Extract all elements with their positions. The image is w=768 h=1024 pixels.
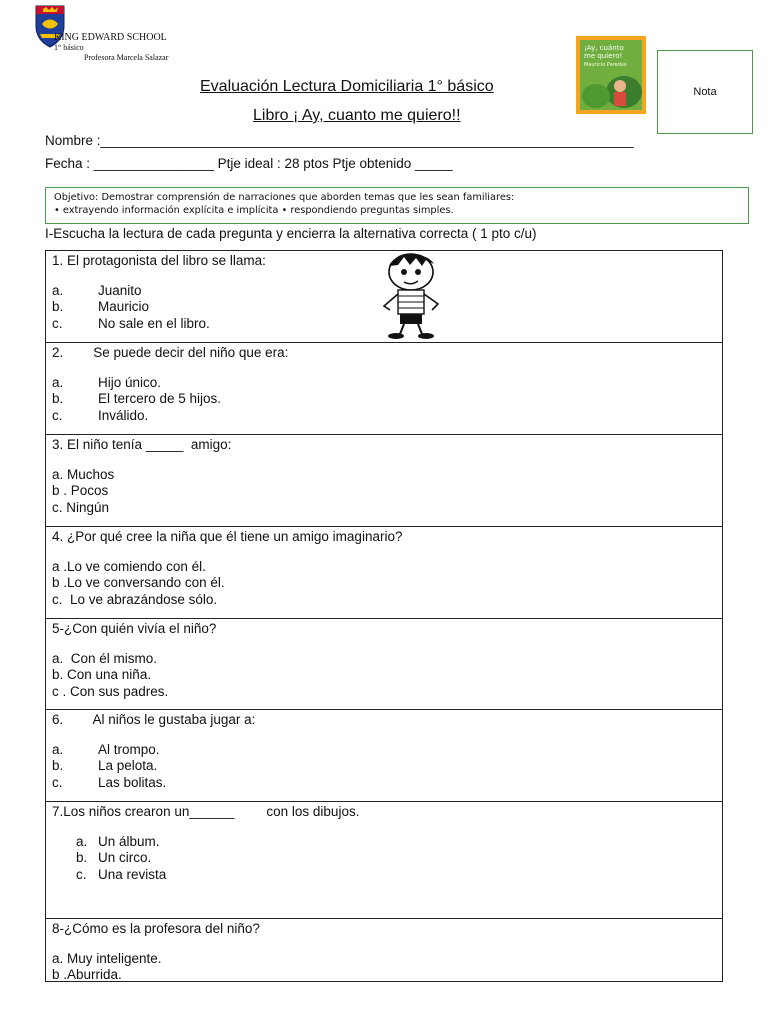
option-a[interactable]: a. Con él mismo. [52, 650, 158, 666]
question-text: 4. ¿Por qué cree la niña que él tiene un amigo imaginario? [52, 529, 403, 544]
option-b[interactable]: b .Lo ve conversando con él. [52, 575, 225, 590]
option-b[interactable]: b. El tercero de 5 hijos. [52, 391, 222, 406]
question-6 [46, 710, 722, 802]
option-c[interactable]: c. Una revista [76, 866, 167, 882]
option-b[interactable]: b. Un circo. [76, 850, 152, 865]
option-b[interactable]: b .Aburrida. [52, 967, 122, 982]
option-a[interactable]: a. Juanito [52, 282, 142, 298]
question-3 [46, 435, 722, 527]
option-b[interactable]: b. Mauricio [52, 299, 150, 314]
page-title: Evaluación Lectura Domiciliaria 1° básico [200, 78, 494, 95]
question-1 [46, 251, 722, 343]
question-8 [46, 919, 722, 982]
book-cover-author: Mauricio Paredes [584, 62, 627, 68]
school-info [54, 33, 168, 63]
option-a[interactable]: a. Muy inteligente. [52, 950, 162, 966]
grade-box[interactable] [657, 50, 753, 134]
option-c[interactable]: c. No sale en el libro. [52, 315, 210, 331]
boy-illustration [356, 250, 471, 340]
option-b[interactable]: b. Con una niña. [52, 667, 152, 682]
objective-box [45, 187, 749, 224]
school-grade: 1° básico [54, 43, 84, 52]
question-text: 7.Los niños crearon un______ con los dibujos. [52, 804, 360, 819]
objective-line-1: Objetivo: Demostrar comprensión de narraciones que aborden temas que les sean familiares: [54, 192, 515, 203]
instruction-text: I-Escucha la lectura de cada pregunta y encierra la alternativa correcta ( 1 pto c/u) [45, 226, 537, 241]
option-a[interactable]: a .Lo ve comiendo con él. [52, 558, 206, 574]
book-cover-image [576, 36, 646, 114]
date-score-field[interactable]: Fecha : ________________ Ptje ideal : 28 ptos Ptje obtenido _____ [45, 156, 453, 171]
school-teacher: Profesora Marcela Salazar [84, 53, 169, 62]
option-c[interactable]: c. Lo ve abrazándose sólo. [52, 591, 218, 607]
questions-table [45, 250, 723, 982]
option-c[interactable]: c. Las bolitas. [52, 774, 167, 790]
name-field[interactable]: Nombre :_______________________________________________________________________ [45, 133, 634, 148]
question-2 [46, 343, 722, 435]
question-text: 2. Se puede decir del niño que era: [52, 345, 289, 360]
question-text: 8-¿Cómo es la profesora del niño? [52, 921, 260, 936]
book-cover-title-2: me quiero! [584, 52, 623, 60]
question-text: 6. Al niños le gustaba jugar a: [52, 712, 256, 727]
question-text: 3. El niño tenía _____ amigo: [52, 437, 232, 452]
option-a[interactable]: a. Hijo único. [52, 374, 162, 390]
book-cover-title-1: ¡Ay, cuánto [584, 44, 624, 52]
grade-label: Nota [693, 86, 717, 98]
page-subtitle: Libro ¡ Ay, cuanto me quiero!! [253, 107, 461, 124]
option-c[interactable]: c. Inválido. [52, 407, 149, 423]
option-a[interactable]: a. Muchos [52, 466, 115, 482]
option-c[interactable]: c . Con sus padres. [52, 683, 169, 699]
question-5 [46, 619, 722, 710]
option-c[interactable]: c. Ningún [52, 499, 110, 515]
option-b[interactable]: b. La pelota. [52, 758, 158, 773]
question-text: 1. El protagonista del libro se llama: [52, 253, 266, 268]
school-name: KING EDWARD SCHOOL [54, 32, 167, 43]
option-a[interactable]: a. Al trompo. [52, 741, 160, 757]
question-text: 5-¿Con quién vivía el niño? [52, 621, 217, 636]
option-b[interactable]: b . Pocos [52, 483, 109, 498]
question-4 [46, 527, 722, 619]
objective-line-2: • extrayendo información explícita e implícita • respondiendo preguntas simples. [54, 205, 454, 216]
question-7 [46, 802, 722, 919]
option-a[interactable]: a. Un álbum. [76, 833, 160, 849]
